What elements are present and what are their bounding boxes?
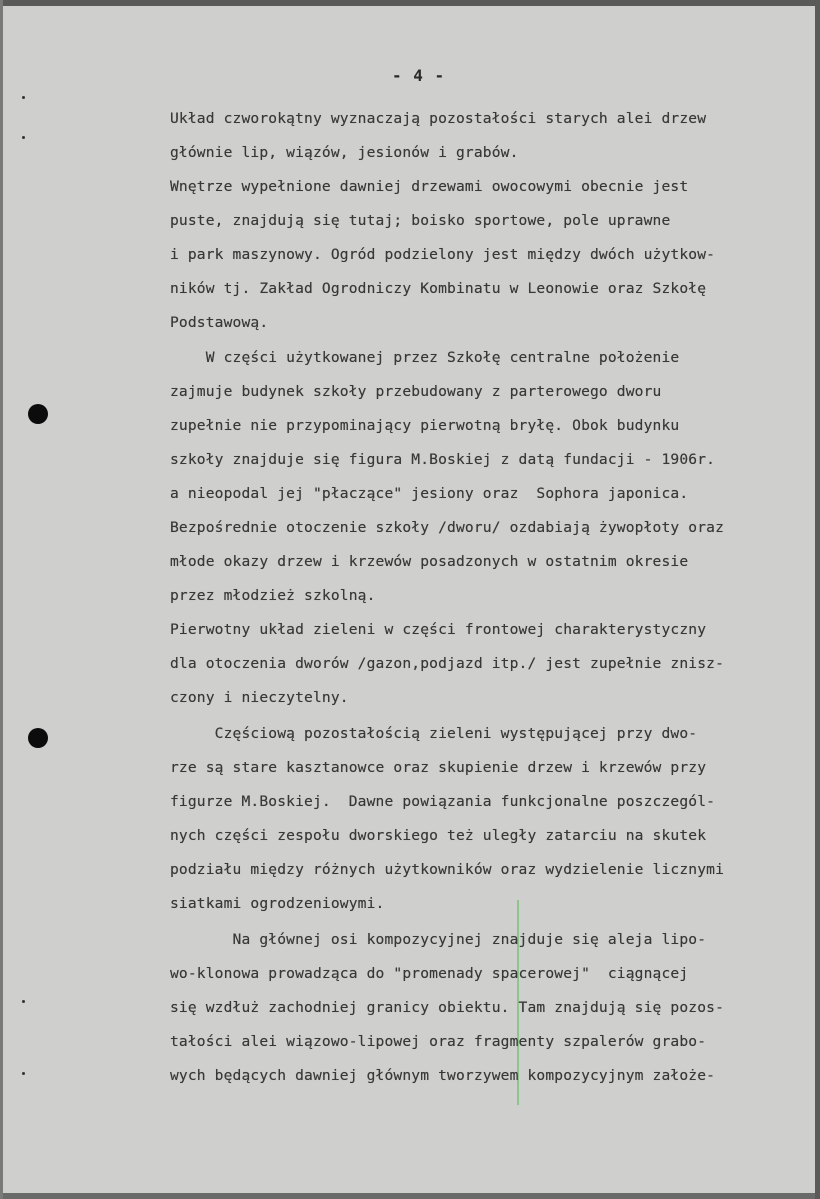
text-line: dla otoczenia dworów /gazon,podjazd itp./ jest zupełnie znisz- bbox=[170, 655, 725, 672]
text-line: figurze M.Boskiej. Dawne powiązania funkcjonalne poszczegól- bbox=[170, 793, 716, 810]
text-line: szkoły znajduje się figura M.Boskiej z datą fundacji - 1906r. bbox=[170, 451, 716, 468]
text-line: młode okazy drzew i krzewów posadzonych w ostatnim okresie bbox=[170, 553, 689, 570]
text-line: podziału między różnych użytkowników oraz wydzielenie licznymi bbox=[170, 861, 725, 878]
text-line: W części użytkowanej przez Szkołę centralne położenie bbox=[170, 349, 680, 366]
text-line: czony i nieczytelny. bbox=[170, 689, 349, 706]
punch-hole-lower bbox=[28, 728, 48, 748]
text-line: i park maszynowy. Ogród podzielony jest między dwóch użytkow- bbox=[170, 246, 716, 263]
margin-dot bbox=[22, 1000, 25, 1003]
text-line: wo-klonowa prowadząca do "promenady spacerowej" ciągnącej bbox=[170, 965, 689, 982]
margin-dot bbox=[22, 1072, 25, 1075]
text-line: Pierwotny układ zieleni w części frontowej charakterystyczny bbox=[170, 621, 707, 638]
text-line: przez młodzież szkolną. bbox=[170, 587, 376, 604]
scan-border-top bbox=[0, 0, 820, 6]
punch-hole-upper bbox=[28, 404, 48, 424]
text-line: Układ czworokątny wyznaczają pozostałości starych alei drzew bbox=[170, 110, 707, 127]
scan-border-right bbox=[815, 0, 820, 1199]
text-line: tałości alei wiązowo-lipowej oraz fragmenty szpalerów grabo- bbox=[170, 1033, 707, 1050]
text-line: zajmuje budynek szkoły przebudowany z parterowego dworu bbox=[170, 383, 662, 400]
text-line: puste, znajdują się tutaj; boisko sportowe, pole uprawne bbox=[170, 212, 671, 229]
text-line: się wzdłuż zachodniej granicy obiektu. Tam znajdują się pozos- bbox=[170, 999, 725, 1016]
text-line: ników tj. Zakład Ogrodniczy Kombinatu w Leonowie oraz Szkołę bbox=[170, 280, 707, 297]
scan-border-left bbox=[0, 0, 3, 1199]
text-line: Wnętrze wypełnione dawniej drzewami owocowymi obecnie jest bbox=[170, 178, 689, 195]
text-line: a nieopodal jej "płaczące" jesiony oraz Sophora japonica. bbox=[170, 485, 689, 502]
page-number: - 4 - bbox=[392, 66, 446, 85]
text-line: siatkami ogrodzeniowymi. bbox=[170, 895, 385, 912]
text-line: Na głównej osi kompozycyjnej znajduje się aleja lipo- bbox=[170, 931, 707, 948]
text-line: Podstawową. bbox=[170, 314, 269, 331]
text-line: nych części zespołu dworskiego też uległy zatarciu na skutek bbox=[170, 827, 707, 844]
text-line: rze są stare kasztanowce oraz skupienie drzew i krzewów przy bbox=[170, 759, 707, 776]
margin-dot bbox=[22, 136, 25, 139]
margin-dot bbox=[22, 96, 25, 99]
text-line: Częściową pozostałością zieleni występującej przy dwo- bbox=[170, 725, 698, 742]
text-line: zupełnie nie przypominający pierwotną bryłę. Obok budynku bbox=[170, 417, 680, 434]
text-line: głównie lip, wiązów, jesionów i grabów. bbox=[170, 144, 519, 161]
scan-border-bottom bbox=[0, 1193, 820, 1199]
text-line: Bezpośrednie otoczenie szkoły /dworu/ ozdabiają żywopłoty oraz bbox=[170, 519, 725, 536]
text-line: wych będących dawniej głównym tworzywem kompozycyjnym założe- bbox=[170, 1067, 716, 1084]
